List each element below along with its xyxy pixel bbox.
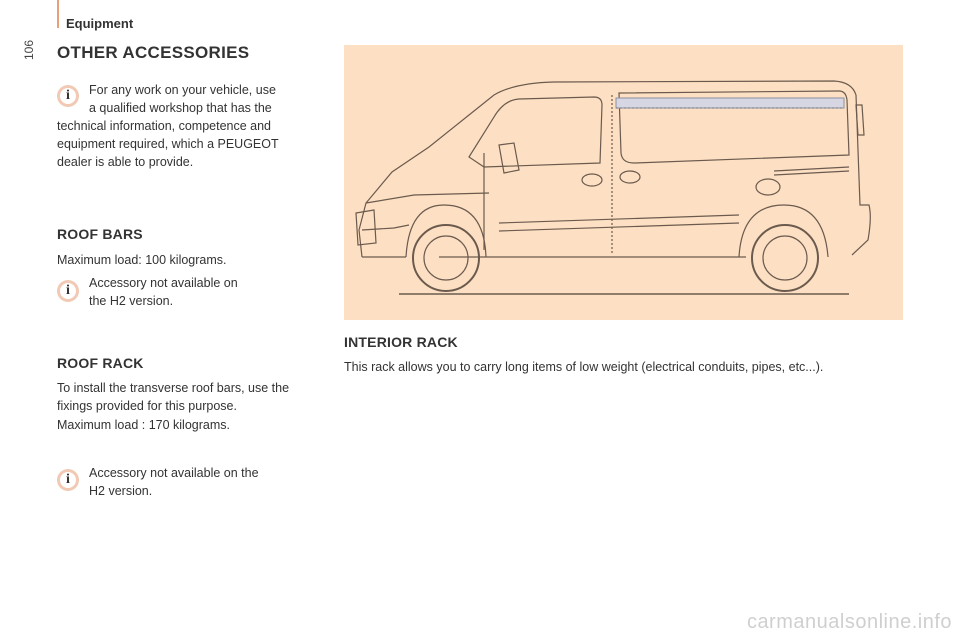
roof-rack-note-line2: H2 version. [89, 484, 153, 498]
section-label: Equipment [66, 16, 134, 31]
roof-rack-text: To install the transverse roof bars, use the fixings provided for this purpose. [57, 381, 290, 413]
info-text-line1: For any work on your vehicle, use [89, 83, 276, 97]
roof-rack-heading: ROOF RACK [57, 355, 144, 371]
roof-bars-note-line2: the H2 version. [89, 294, 174, 308]
info-icon: i [57, 280, 79, 302]
roof-bars-load: Maximum load: 100 kilograms. [57, 253, 227, 267]
info-text-rest: technical information, competence and equipment required, which a PEUGEOT dealer is able to provide. [57, 119, 279, 169]
roof-rack-note-line1: Accessory not available on the [89, 466, 259, 480]
info-icon: i [57, 85, 79, 107]
header-accent-bar [57, 0, 59, 28]
roof-rack-load: Maximum load : 170 kilograms. [57, 418, 230, 432]
interior-rack-text: This rack allows you to carry long items of low weight (electrical conduits, pipes, etc...). [344, 360, 824, 374]
roof-bars-note-line1: Accessory not available on [89, 276, 238, 290]
van-side-illustration [344, 45, 903, 320]
van-drawing [344, 45, 903, 320]
page-number: 106 [22, 39, 36, 60]
info-text-line2: a qualified workshop that has the [89, 101, 272, 115]
info-icon: i [57, 469, 79, 491]
watermark-text: carmanualsonline.info [746, 611, 952, 633]
interior-rack-highlight [616, 98, 844, 108]
interior-rack-heading: INTERIOR RACK [344, 334, 458, 350]
roof-bars-heading: ROOF BARS [57, 226, 143, 242]
page-title: OTHER ACCESSORIES [57, 43, 250, 62]
